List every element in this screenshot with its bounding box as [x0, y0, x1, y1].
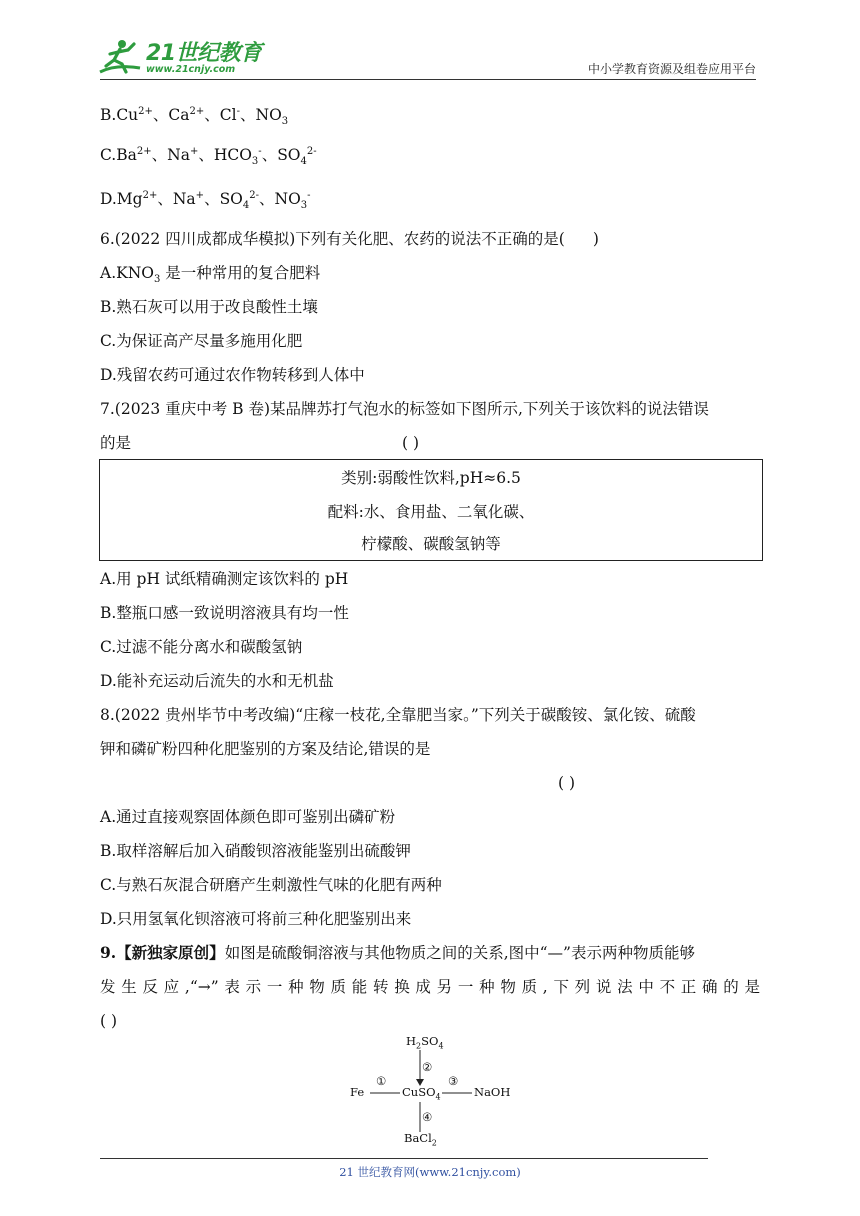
q8-stem-line1: 8.(2022 贵州毕节中考改编)“庄稼一枝花,全靠肥当家。”下列关于碳酸铵、氯化铵、硫酸 — [100, 706, 696, 724]
q9-answer-paren: ( ) — [100, 1012, 118, 1030]
text: 、HCO — [198, 146, 252, 164]
q7-option-a: A.用 pH 试纸精确测定该饮料的 pH — [100, 570, 349, 588]
sub: 3 — [300, 200, 308, 212]
node-naoh: NaOH — [474, 1085, 511, 1099]
label-ingredients-cont: 柠檬酸、碳酸氢钠等 — [361, 535, 501, 553]
text: 、Ca — [152, 106, 190, 124]
text: 、Na — [151, 146, 190, 164]
q7-option-b: B.整瓶口感一致说明溶液具有均一性 — [100, 604, 349, 622]
q5-option-b — [100, 104, 288, 126]
text: 、NO — [240, 106, 282, 124]
q7-option-c: C.过滤不能分离水和碳酸氢钠 — [100, 638, 303, 656]
label-1: ① — [376, 1074, 387, 1088]
sub: 4 — [300, 156, 307, 168]
q6-option-c: C.为保证高产尽量多施用化肥 — [100, 332, 303, 350]
text: 、Cl — [204, 106, 237, 124]
text: A.KNO — [100, 264, 154, 282]
q5-option-c — [100, 144, 317, 166]
q9-stem-line1 — [100, 942, 695, 964]
footer-site: 21 世纪教育网(www.21cnjy.com) — [339, 1165, 521, 1179]
sup: - — [236, 105, 240, 117]
sup: - — [307, 189, 311, 201]
text: 如图是硫酸铜溶液与其他物质之间的关系,图中“—”表示两种物质能够 — [224, 944, 695, 962]
q7-stem-line2: 的是 — [100, 434, 132, 452]
q7-option-d: D.能补充运动后流失的水和无机盐 — [100, 672, 334, 690]
sup: + — [195, 189, 205, 201]
label-category: 类别:弱酸性饮料,pH≈6.5 — [341, 469, 521, 487]
text: C.Ba — [100, 146, 137, 164]
q5-option-d — [100, 188, 311, 210]
label-4: ④ — [422, 1110, 433, 1124]
sup: 2+ — [189, 105, 205, 117]
q7-answer-paren: ( ) — [402, 434, 420, 452]
q8-option-d: D.只用氢氧化钡溶液可将前三种化肥鉴别出来 — [100, 910, 412, 928]
sub: 2 — [416, 1041, 422, 1051]
sup: 2+ — [142, 189, 158, 201]
site-logo — [96, 36, 266, 80]
q8-option-c: C.与熟石灰混合研磨产生刺激性气味的化肥有两种 — [100, 876, 442, 894]
text: D.Mg — [100, 190, 143, 208]
text: 6.(2022 四川成都成华模拟)下列有关化肥、农药的说法不正确的是( — [100, 230, 565, 248]
q6-option-a — [100, 262, 320, 284]
q8-option-a: A.通过直接观察固体颜色即可鉴别出磷矿粉 — [100, 808, 396, 826]
drink-label-box — [99, 459, 763, 561]
text: 、Na — [157, 190, 196, 208]
sub: 4 — [435, 1092, 441, 1102]
text: ) — [592, 230, 599, 248]
sub: 4 — [438, 1041, 444, 1051]
logo-text: 21世纪教育 — [146, 41, 262, 66]
sub: 3 — [281, 116, 289, 128]
node-cuso4 — [402, 1085, 441, 1102]
text: H — [406, 1034, 417, 1048]
sub: 3 — [251, 156, 259, 168]
text: 、SO — [261, 146, 301, 164]
q6-option-b: B.熟石灰可以用于改良酸性土壤 — [100, 298, 318, 316]
q6-stem — [100, 228, 599, 250]
sup: 2+ — [136, 145, 152, 157]
q9-stem-line2: 发生反应,“→”表示一种物质能转换成另一种物质,下列说法中不正确的是 — [100, 978, 760, 996]
footer-divider — [100, 1158, 708, 1159]
sub: 2 — [431, 1138, 437, 1148]
node-fe: Fe — [350, 1085, 365, 1099]
text: BaCl — [404, 1131, 432, 1145]
platform-name: 中小学教育资源及组卷应用平台 — [587, 62, 756, 76]
sub: 3 — [153, 274, 161, 286]
node-h2so4 — [406, 1034, 444, 1051]
label-2: ② — [422, 1060, 433, 1074]
text: 、SO — [204, 190, 243, 208]
label-3: ③ — [448, 1074, 459, 1088]
q6-option-d: D.残留农药可通过农作物转移到人体中 — [100, 366, 365, 384]
runner-icon — [96, 38, 144, 78]
label-ingredients: 配料:水、食用盐、二氧化碳、 — [327, 503, 535, 521]
reaction-diagram — [340, 1030, 540, 1152]
sup: 2- — [249, 189, 260, 201]
text: B.Cu — [100, 106, 139, 124]
q7-stem-line1: 7.(2023 重庆中考 B 卷)某品牌苏打气泡水的标签如下图所示,下列关于该饮料的说法错误 — [100, 400, 709, 418]
q8-option-b: B.取样溶解后加入硝酸钡溶液能鉴别出硫酸钾 — [100, 842, 411, 860]
q8-stem-line2: 钾和磷矿粉四种化肥鉴别的方案及结论,错误的是 — [100, 740, 431, 758]
sup: - — [258, 145, 262, 157]
q8-answer-paren: ( ) — [558, 774, 576, 792]
sup: 2- — [306, 145, 317, 157]
logo-url: www.21cnjy.com — [146, 64, 236, 75]
sup: + — [189, 145, 199, 157]
header-divider — [100, 79, 756, 80]
text: 、NO — [259, 190, 301, 208]
sup: 2+ — [138, 105, 153, 117]
sub: 4 — [242, 200, 250, 212]
text: 是一种常用的复合肥料 — [160, 264, 321, 282]
node-bacl2 — [404, 1131, 437, 1148]
text: SO — [421, 1034, 439, 1048]
q9-tag: 9.【新独家原创】 — [100, 943, 225, 962]
text: CuSO — [402, 1085, 436, 1099]
